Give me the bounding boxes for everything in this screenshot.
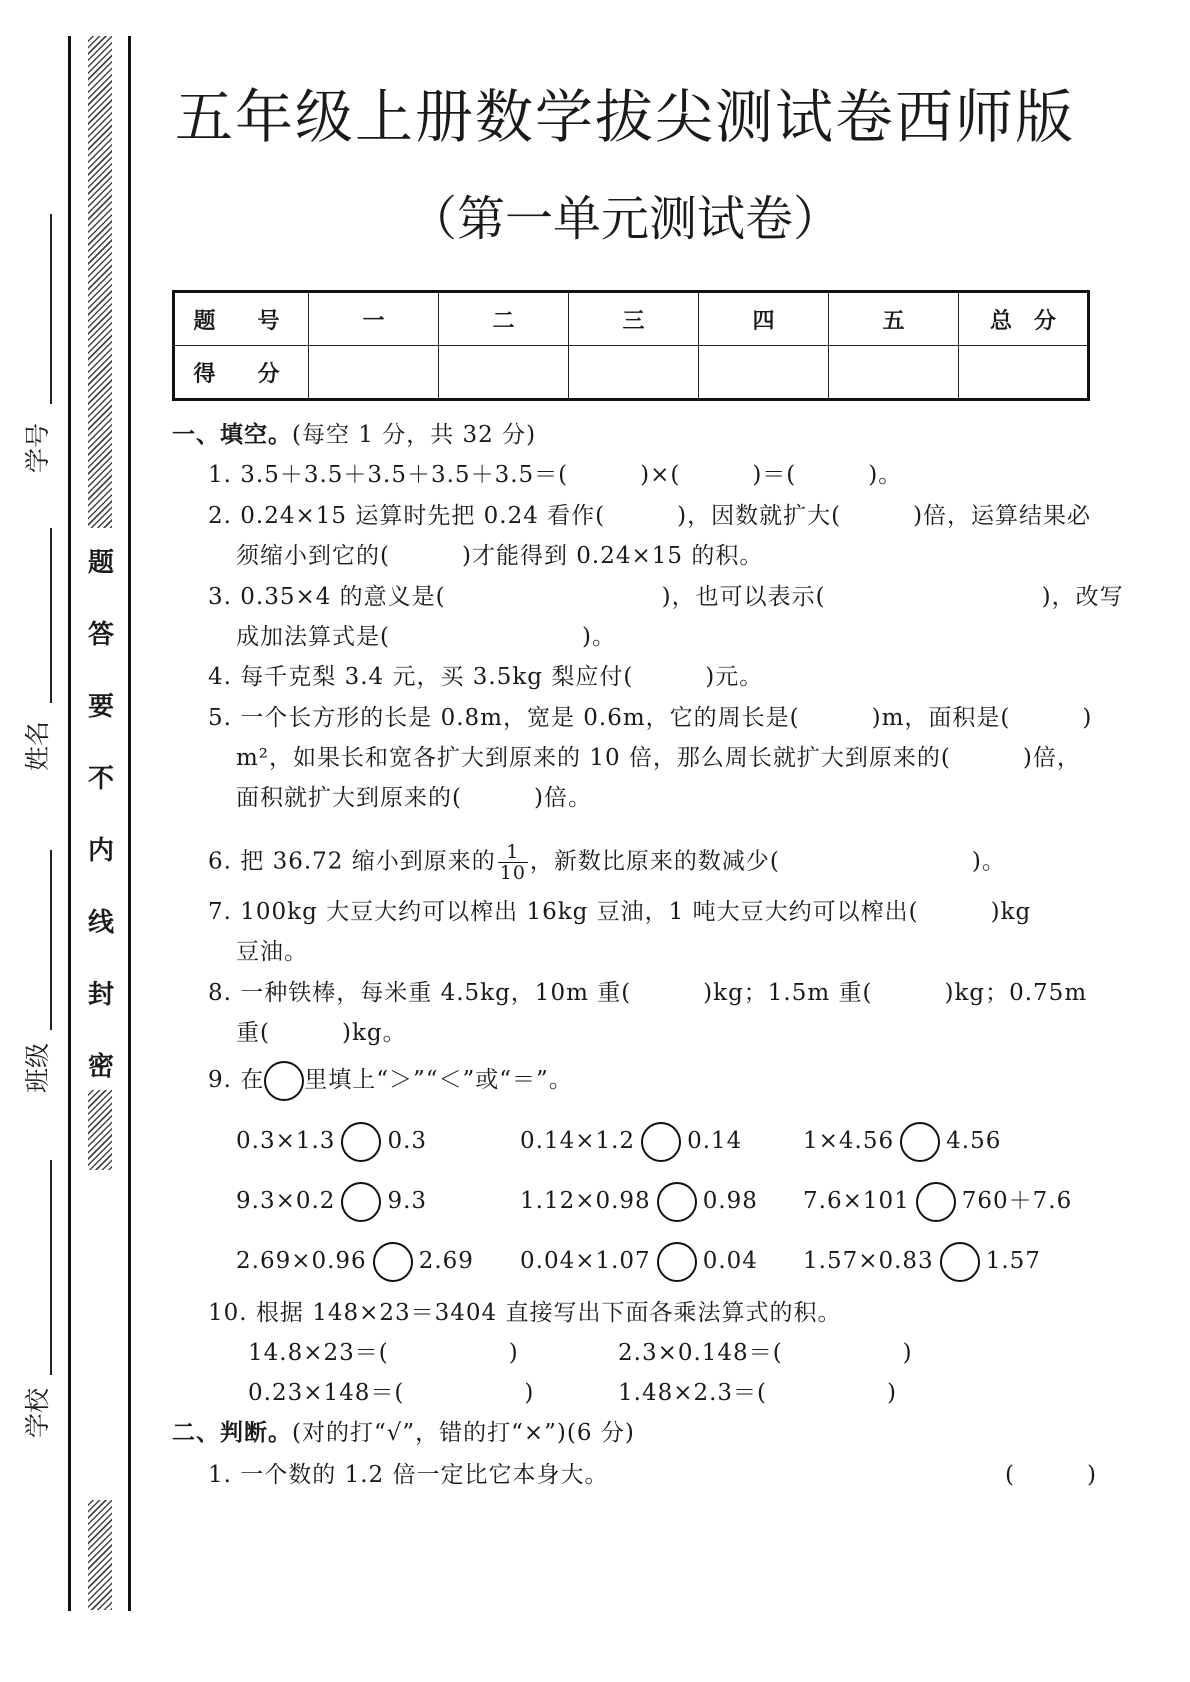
q9-item [520,1122,742,1162]
q9-item [803,1242,1041,1282]
compare-circle[interactable] [900,1122,940,1162]
q9-right: 4.56 [946,1128,1002,1154]
q2-line-b: 须缩小到它的( )才能得到 0.24×15 的积。 [236,543,764,569]
q8-line-b: 重( )kg。 [236,1020,407,1046]
q9-left: 0.14×1.2 [520,1128,636,1154]
margin-rule-right [128,36,131,1611]
score-table-score-row [174,346,1089,400]
score-table-header-row [174,292,1089,346]
section2-note: (对的打“√”，错的打“×”)(6 分) [292,1420,635,1446]
school-label: 学校 [23,1388,52,1439]
q3-line-a: 3. 0.35×4 的意义是( )，也可以表示( )，改写 [208,584,1124,610]
q6-fraction-den: 10 [499,862,526,884]
page-subtitle: （第一单元测试卷） [408,191,841,247]
school-underline [50,1160,52,1375]
section1-heading [172,420,536,450]
q10-item: 0.23×148＝( ) [248,1380,535,1406]
score-row-label: 得 分 [174,346,309,400]
q9-left: 1.57×0.83 [803,1248,934,1274]
compare-circle[interactable] [641,1122,681,1162]
compare-circle[interactable] [657,1182,697,1222]
q9-left: 7.6×101 [803,1188,910,1214]
q9-right: 0.3 [387,1128,428,1154]
name-underline [50,528,52,703]
compare-circle[interactable] [657,1242,697,1282]
seal-char-2: 答 [87,620,114,650]
margin-rule-left [68,36,71,1611]
q9-right: 0.14 [687,1128,743,1154]
margin-hatch-bottom [88,1500,112,1610]
q1-line: 1. 3.5＋3.5＋3.5＋3.5＋3.5＝( )×( )＝( )。 [208,462,903,488]
score-header-cell: 题 号 [174,292,309,346]
q4-line: 4. 每千克梨 3.4 元，买 3.5kg 梨应付( )元。 [208,664,764,690]
page-title: 五年级上册数学拔尖测试卷西师版 [174,83,1075,151]
seal-char-4: 不 [87,764,114,794]
score-cell[interactable] [569,346,699,400]
section2-title: 二、判断。 [172,1420,292,1446]
q9-left: 1.12×0.98 [520,1188,651,1214]
q9-left: 1×4.56 [803,1128,895,1154]
q9-item [803,1182,1072,1222]
compare-circle[interactable] [341,1182,381,1222]
score-cell[interactable] [309,346,439,400]
compare-circle[interactable] [940,1242,980,1282]
q9-item [803,1122,1001,1162]
q9-item [236,1242,474,1282]
q9-line [208,1061,573,1101]
section1-note: (每空 1 分，共 32 分) [292,422,537,448]
section2-heading [172,1418,635,1448]
score-cell[interactable] [829,346,959,400]
score-header-cell: 四 [699,292,829,346]
q10-line: 10. 根据 148×23＝3404 直接写出下面各乘法算式的积。 [208,1300,842,1326]
q9-right: 760＋7.6 [961,1188,1073,1214]
q6-fraction-num: 1 [498,842,528,863]
q9-right: 1.57 [985,1248,1041,1274]
q9-left: 0.04×1.07 [520,1248,651,1274]
student-id-label: 学号 [23,423,52,474]
q9-item [520,1182,758,1222]
compare-circle[interactable] [373,1242,413,1282]
section1-title: 一、填空。 [172,422,292,448]
score-header-cell: 三 [569,292,699,346]
compare-circle[interactable] [341,1122,381,1162]
q6-pre: 6. 把 36.72 缩小到原来的 [208,848,496,875]
margin-hatch-mid [88,1090,112,1170]
q9-right: 0.04 [702,1248,758,1274]
seal-char-7: 封 [87,980,114,1010]
q9-item [236,1182,427,1222]
q5-line-c: 面积就扩大到原来的( )倍。 [236,785,592,811]
q10-item: 14.8×23＝( ) [248,1340,519,1366]
seal-char-5: 内 [87,836,114,866]
score-header-cell: 二 [439,292,569,346]
q9-left: 0.3×1.3 [236,1128,336,1154]
score-cell[interactable] [959,346,1089,400]
q9-item [236,1122,427,1162]
q5-line-b: m²，如果长和宽各扩大到原来的 10 倍，那么周长就扩大到原来的( )倍， [236,745,1081,771]
q9-left: 9.3×0.2 [236,1188,336,1214]
score-header-cell: 总 分 [959,292,1089,346]
seal-char-6: 线 [87,908,114,938]
class-label: 班级 [23,1043,52,1094]
q9-right: 2.69 [418,1248,474,1274]
s2-q1-answer-blank[interactable]: ( ) [1005,1462,1097,1488]
q9-pre: 9. 在 [208,1067,265,1093]
compare-circle[interactable] [916,1182,956,1222]
score-header-cell: 五 [829,292,959,346]
margin-hatch-top [88,36,112,528]
q10-item: 2.3×0.148＝( ) [618,1340,913,1366]
q7-line-a: 7. 100kg 大豆大约可以榨出 16kg 豆油，1 吨大豆大约可以榨出( )kg [208,899,1032,925]
q3-line-b: 成加法算式是( )。 [236,624,616,650]
score-cell[interactable] [699,346,829,400]
student-id-underline [50,214,52,404]
class-underline [50,850,52,1030]
q5-line-a: 5. 一个长方形的长是 0.8m，宽是 0.6m，它的周长是( )m，面积是( ) [208,705,1093,731]
score-cell[interactable] [439,346,569,400]
q6-post: ，新数比原来的数减少( )。 [529,848,1006,875]
score-table [172,290,1090,401]
s2-q1-line: 1. 一个数的 1.2 倍一定比它本身大。 [208,1462,609,1488]
q2-line-a: 2. 0.24×15 运算时先把 0.24 看作( )，因数就扩大( )倍，运算结果必 [208,503,1092,529]
q6-line [208,842,1006,883]
q9-left: 2.69×0.96 [236,1248,367,1274]
score-header-cell: 一 [309,292,439,346]
seal-char-3: 要 [87,692,114,722]
q8-line-a: 8. 一种铁棒，每米重 4.5kg，10m 重( )kg；1.5m 重( )kg；0.75m [208,980,1088,1006]
q9-circle-example [264,1061,304,1101]
name-label: 姓名 [23,721,52,772]
q9-right: 9.3 [387,1188,428,1214]
q10-item: 1.48×2.3＝( ) [618,1380,898,1406]
q7-line-b: 豆油。 [236,939,308,965]
q6-fraction [498,842,528,883]
q9-post: 里填上“＞”“＜”或“＝”。 [304,1067,573,1093]
q9-item [520,1242,758,1282]
seal-char-1: 题 [87,548,114,578]
q9-right: 0.98 [702,1188,758,1214]
seal-char-8: 密 [87,1052,114,1082]
